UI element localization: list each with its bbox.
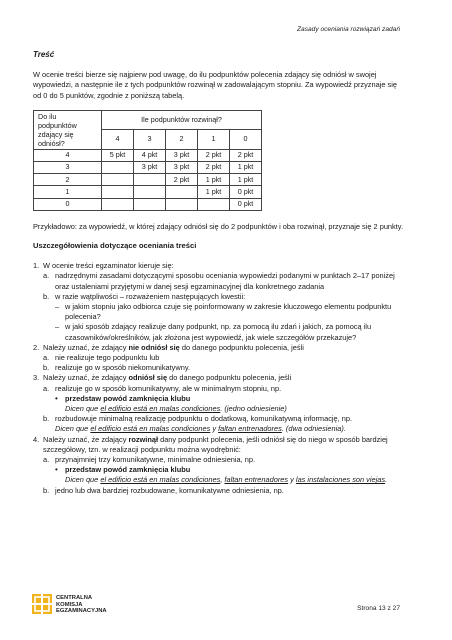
list-item: [33, 373, 403, 383]
table-cell: 4 pkt: [134, 149, 166, 161]
table-cell: [134, 186, 166, 198]
cke-logo: [32, 594, 107, 616]
list-item-text: przynajmniej trzy komunikatywne, minimalne odniesienia, np.: [55, 455, 256, 465]
intro-paragraph: W ocenie treści bierze się najpierw pod uwagę, do ilu podpunktów polecenia zdający się odniósł w swojej wypowiedzi, a następnie ile z tych podpunktów rozwinął w zadowalającym stopniu. Za wypowiedź przyznaje się od 0 do 5 punktów, zgodnie z poniższą tabelą.: [33, 70, 397, 100]
table-cell: 3 pkt: [134, 162, 166, 174]
rules-list: [33, 261, 403, 496]
table-cell: 0 pkt: [230, 198, 262, 210]
table-cell: [102, 198, 134, 210]
table-cell: 2 pkt: [166, 174, 198, 186]
text-run: dany podpunkt polecenia, jeśli odniósł się do niego w sposób bardziej szczegółowy, tzn. w realizacji podpunktu można wyodrębnić:: [43, 434, 388, 454]
list-item: [33, 465, 403, 475]
list-item-text: [43, 373, 291, 383]
list-item-text: [43, 343, 304, 353]
table-col-header: 0: [230, 130, 262, 150]
table-cell: [166, 186, 198, 198]
text-run: Należy uznać, że zdający: [43, 342, 129, 352]
table-col-header: 1: [198, 130, 230, 150]
list-item: [33, 343, 403, 353]
list-item-text: w razie wątpliwości – rozważeniem następujących kwestii:: [55, 291, 246, 301]
list-item-text: [43, 435, 403, 455]
text-run: Dicen que: [55, 424, 91, 434]
text-run: Dicen que: [65, 404, 101, 413]
text-run: do danego podpunktu polecenia, jeśli: [179, 342, 304, 352]
text-run: .: [385, 475, 388, 485]
table-col-header: 4: [102, 130, 134, 150]
list-item-text: nie realizuje tego podpunktu lub: [55, 352, 160, 362]
text-run: ,: [220, 475, 225, 485]
logo-line: KOMISJA: [56, 601, 83, 608]
underlined-reference: las instalaciones son viejas: [295, 475, 386, 485]
page-number: Strona 13 z 27: [357, 605, 400, 612]
emphasis: nie odniósł się: [128, 342, 180, 352]
list-number: 3.: [33, 373, 40, 383]
table-row-label: 0: [34, 198, 102, 210]
text-run: y: [210, 424, 219, 434]
bullet-icon: •: [55, 465, 58, 475]
table-row-label: 1: [34, 186, 102, 198]
example-sentence: [33, 404, 403, 414]
list-letter: a.: [43, 383, 50, 393]
table-cell: 3 pkt: [166, 162, 198, 174]
list-item-text: nadrzędnymi zasadami dotyczącymi sposobu oceniania wypowiedzi podanymi w punktach 2–17 poniżej oraz ustaleniami przyjętymi w danej sesji egzaminacyjnej dla konkretnego zadania: [55, 271, 395, 291]
list-item-text: jedno lub dwa bardziej rozbudowane, komunikatywne odniesienia, np.: [55, 485, 284, 495]
text-run: . (jedno odniesienie): [220, 404, 287, 413]
emphasis: rozwinął: [128, 434, 159, 444]
page-content: [33, 50, 403, 496]
list-item: [33, 271, 403, 291]
underlined-reference: el edificio está en malas condiciones: [100, 475, 221, 485]
text-run: do danego podpunktu polecenia, jeśli: [167, 373, 292, 383]
table-row: [34, 198, 262, 210]
cke-logo-icon: [32, 594, 52, 616]
list-item: [33, 292, 403, 302]
list-item: [33, 363, 403, 373]
table-cell: [134, 174, 166, 186]
table-cell: 1 pkt: [230, 174, 262, 186]
text-run: Należy uznać, że zdający: [43, 434, 129, 444]
table-cell: [102, 186, 134, 198]
list-item: [33, 394, 403, 404]
table-cell: 0 pkt: [230, 186, 262, 198]
scoring-table: [33, 110, 262, 211]
table-row: [34, 162, 262, 174]
list-letter: a.: [43, 271, 50, 281]
logo-line: EGZAMINACYJNA: [56, 608, 107, 615]
section-title-tresc: Treść: [33, 50, 55, 59]
list-item: [33, 322, 403, 342]
table-row-label: 4: [34, 149, 102, 161]
underlined-reference: el edificio está en malas condiciones: [90, 424, 211, 434]
table-cell: 5 pkt: [102, 149, 134, 161]
text-run: . (dwa odniesienia).: [281, 424, 346, 434]
table-row: [34, 149, 262, 161]
table-cell: 2 pkt: [198, 149, 230, 161]
list-item: [33, 302, 403, 322]
list-item-text: rozbudowuje minimalną realizację podpunktu o dodatkową, komunikatywną informację, np.: [55, 414, 353, 424]
table-cell: 3 pkt: [166, 149, 198, 161]
list-letter: b.: [43, 485, 50, 495]
list-item: [33, 261, 403, 271]
list-item: [33, 384, 403, 394]
table-cell: 1 pkt: [230, 162, 262, 174]
underlined-reference: faltan entrenadores: [224, 475, 289, 485]
prompt-text: przedstaw powód zamknięcia klubu: [65, 393, 191, 403]
list-dash: –: [55, 322, 60, 332]
list-dash: –: [55, 301, 60, 311]
example-sentence: [33, 475, 403, 485]
table-header-right: Ile podpunktów rozwinął?: [102, 110, 262, 130]
list-letter: b.: [43, 414, 50, 424]
table-row-label: 3: [34, 162, 102, 174]
emphasis: odniósł się: [128, 373, 168, 383]
table-col-header: 3: [134, 130, 166, 150]
underlined-reference: el edificio está en malas condiciones: [100, 404, 221, 413]
list-number: 1.: [33, 261, 40, 271]
list-number: 4.: [33, 434, 40, 444]
table-row-label: 2: [34, 174, 102, 186]
table-cell: [166, 198, 198, 210]
table-cell: [102, 162, 134, 174]
text-run: Dicen que: [65, 475, 101, 485]
list-number: 2.: [33, 342, 40, 352]
bullet-icon: •: [55, 393, 58, 403]
underlined-reference: faltan entrenadores: [218, 424, 282, 434]
list-letter: a.: [43, 455, 50, 465]
list-letter: b.: [43, 291, 50, 301]
list-letter: b.: [43, 363, 50, 373]
table-cell: [134, 198, 166, 210]
example-sentence: [33, 424, 403, 434]
prompt-text: przedstaw powód zamknięcia klubu: [65, 465, 191, 475]
list-item: [33, 486, 403, 496]
list-letter: a.: [43, 352, 50, 362]
text-run: y: [288, 475, 296, 485]
table-cell: 1 pkt: [198, 186, 230, 198]
table-col-header: 2: [166, 130, 198, 150]
section-title-uszczegolowienia: Uszczegółowienia dotyczące oceniania treści: [33, 240, 197, 250]
running-header: Zasady oceniania rozwiązań zadań: [297, 26, 400, 33]
list-item-text: w jakim stopniu jako odbiorca czuje się poinformowany w zakresie kluczowego elementu podpunktu polecenia?: [65, 301, 392, 322]
list-item: [33, 435, 403, 455]
table-cell: 2 pkt: [230, 149, 262, 161]
example-paragraph: Przykładowo: za wypowiedź, w której zdający odniósł się do 2 podpunktów i oba rozwinął, przyznaje się 2 punkty.: [33, 221, 403, 231]
text-run: Należy uznać, że zdający: [43, 373, 129, 383]
list-item: [33, 353, 403, 363]
table-cell: 1 pkt: [198, 174, 230, 186]
table-cell: [102, 174, 134, 186]
table-header-left: Do ilu podpunktów zdający się odniósł?: [34, 110, 102, 149]
list-item-text: W ocenie treści egzaminator kieruje się:: [43, 261, 174, 271]
list-item-text: realizuje go w sposób niekomunikatywny.: [55, 363, 191, 373]
table-row: [34, 186, 262, 198]
table-cell: 2 pkt: [198, 162, 230, 174]
cke-logo-text: [56, 595, 107, 615]
list-item: [33, 455, 403, 465]
list-item: [33, 414, 403, 424]
list-item-text: w jaki sposób zdający realizuje dany podpunkt, np. za pomocą ilu zdań i jakich, za pomocą ilu czasowników/określników, jak złożona jest wypowiedź, jak wiele szczegółów przekazuje?: [65, 322, 372, 342]
list-item-text: realizuje go w sposób komunikatywny, ale w minimalnym stopniu, np.: [55, 383, 282, 393]
table-row: [34, 174, 262, 186]
table-cell: [198, 198, 230, 210]
logo-line: CENTRALNA: [56, 595, 93, 602]
